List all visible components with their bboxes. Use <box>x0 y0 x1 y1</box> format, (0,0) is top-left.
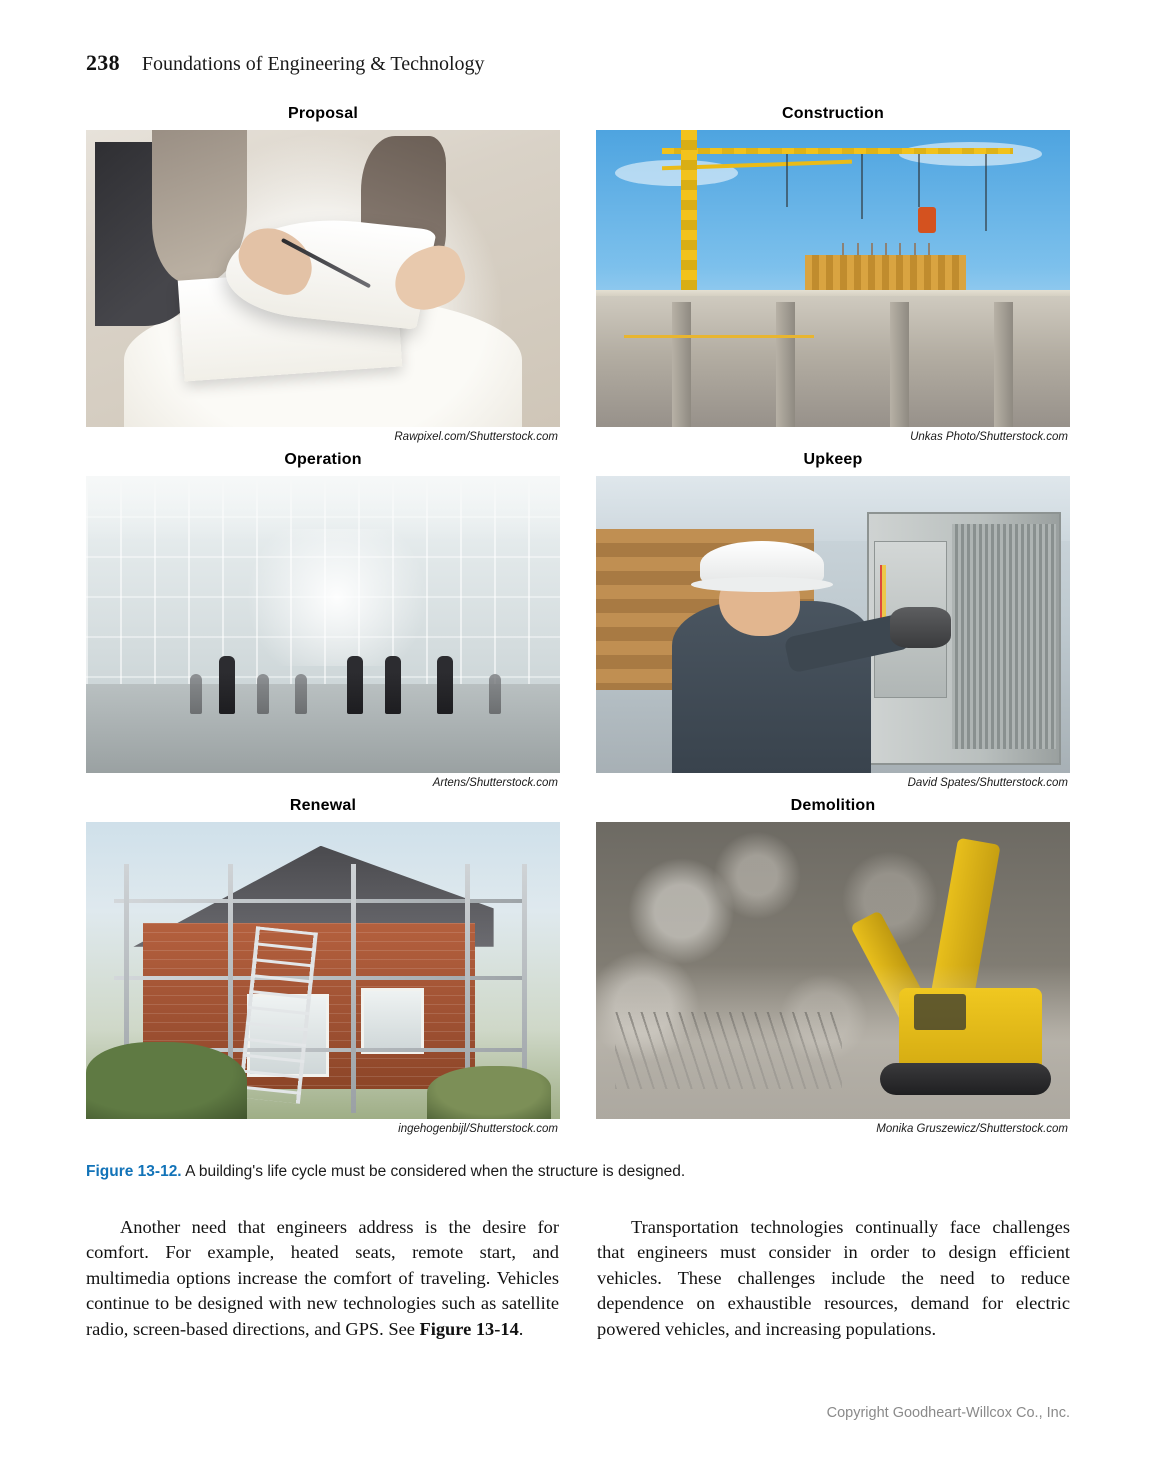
body-text-left: Another need that engineers address is the desire for comfort. For example, heated seats, remote start, and multimedia options increase the comfort of traveling. Vehicles continue to be designed with new technologies such as satellite radio, screen-based directions, and GPS. See <box>86 1217 559 1339</box>
panel-label-operation: Operation <box>284 451 362 468</box>
demolition-photo <box>596 822 1070 1119</box>
panel-image-proposal <box>86 130 560 427</box>
body-figure-reference: Figure 13-14 <box>419 1318 519 1339</box>
figure-row-2 <box>86 451 1070 789</box>
body-text-right: Transportation technologies continually face challenges that engineers must consider in order to design efficient vehicles. These challenges include the need to reduce dependence on exhaustible resources, demand for electric powered vehicles, and increasing populations. <box>597 1217 1070 1339</box>
figure-row-1 <box>86 105 1070 443</box>
running-head <box>86 50 1070 76</box>
panel-label-renewal: Renewal <box>289 797 357 814</box>
proposal-photo <box>86 130 560 427</box>
copyright-notice: Copyright Goodheart-Willcox Co., Inc. <box>826 1405 1070 1421</box>
operation-photo <box>86 476 560 773</box>
panel-credit-proposal: Rawpixel.com/Shutterstock.com <box>394 431 558 443</box>
figure-caption <box>86 1163 1070 1181</box>
construction-photo <box>596 130 1070 427</box>
panel-credit-demolition: Monika Gruszewicz/Shutterstock.com <box>876 1123 1068 1135</box>
figure-panel-demolition <box>596 797 1070 1135</box>
figure-grid <box>86 105 1070 1143</box>
figure-panel-proposal <box>86 105 560 443</box>
panel-label-proposal: Proposal <box>287 105 359 122</box>
panel-image-construction <box>596 130 1070 427</box>
body-column-left <box>86 1215 559 1342</box>
page-number: 238 <box>86 50 120 75</box>
book-title: Foundations of Engineering & Technology <box>141 53 485 75</box>
panel-credit-operation: Artens/Shutterstock.com <box>432 777 558 789</box>
panel-label-construction: Construction <box>782 105 884 122</box>
figure-row-3 <box>86 797 1070 1135</box>
panel-image-upkeep <box>596 476 1070 773</box>
panel-credit-construction: Unkas Photo/Shutterstock.com <box>910 431 1068 443</box>
panel-image-demolition <box>596 822 1070 1119</box>
panel-image-renewal <box>86 822 560 1119</box>
panel-credit-renewal: ingehogenbijl/Shutterstock.com <box>398 1123 558 1135</box>
panel-image-operation <box>86 476 560 773</box>
figure-caption-number: Figure 13-12. <box>86 1163 182 1180</box>
renewal-photo <box>86 822 560 1119</box>
figure-caption-text: A building's life cycle must be considered when the structure is designed. <box>181 1163 686 1180</box>
upkeep-photo <box>596 476 1070 773</box>
body-text-left-tail: . <box>518 1318 524 1339</box>
panel-label-demolition: Demolition <box>790 797 876 814</box>
panel-credit-upkeep: David Spates/Shutterstock.com <box>907 777 1068 789</box>
figure-panel-renewal <box>86 797 560 1135</box>
panel-label-upkeep: Upkeep <box>803 451 863 468</box>
figure-panel-construction <box>596 105 1070 443</box>
figure-panel-upkeep <box>596 451 1070 789</box>
body-columns <box>86 1215 1070 1342</box>
figure-panel-operation <box>86 451 560 789</box>
body-column-right <box>597 1215 1070 1342</box>
